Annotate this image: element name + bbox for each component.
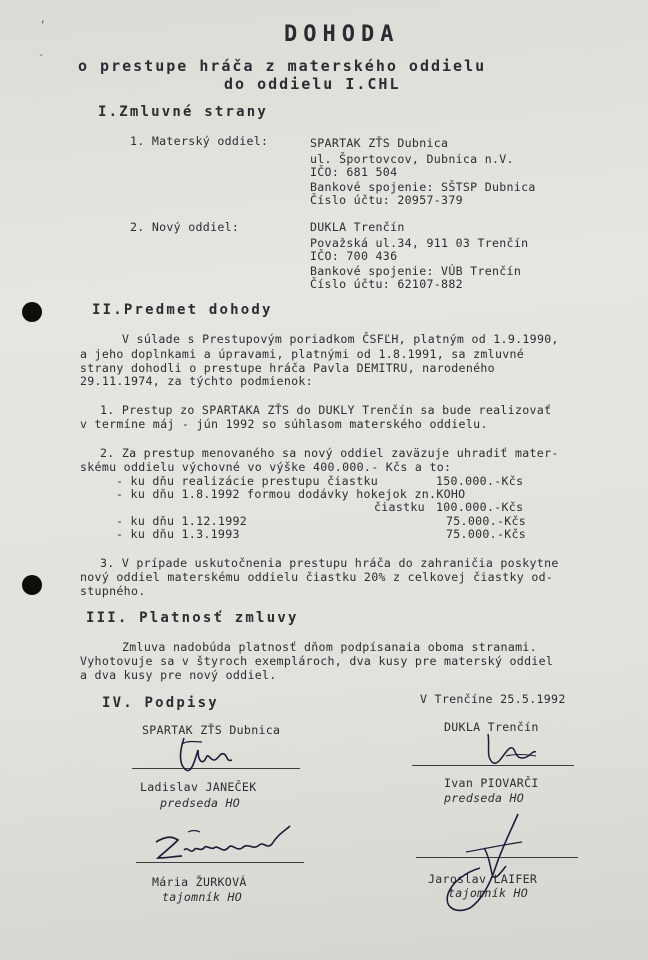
payment-amount: 75.000.-Kčs [446, 514, 527, 528]
signatory-role: predseda HO [160, 796, 241, 810]
right-club: DUKLA Trenčín [444, 720, 539, 734]
section2-heading: II.Predmet dohody [92, 302, 273, 318]
signatory-name: Ladislav JANEČEK [140, 780, 257, 794]
document-subtitle-line2: do oddielu I.CHL [224, 75, 401, 93]
party2-line: Bankové spojenie: VÚB Trenčín [310, 264, 522, 278]
party2-line: Považská ul.34, 911 03 Trenčín [310, 236, 529, 250]
payment-desc: - ku dňu 1.12.1992 [116, 514, 248, 528]
payment-amount: 100.000.-Kčs [436, 500, 524, 514]
validity-line: a dva kusy pre nový oddiel. [80, 668, 277, 682]
party1-label: 1. Materský oddiel: [130, 134, 269, 148]
party1-line: IČO: 681 504 [310, 165, 398, 179]
signatory-name: Jaroslav LAIFER [428, 872, 538, 886]
point2-line: 2. Za prestup menovaného sa nový oddiel zaväzuje uhradiť mater- [100, 446, 559, 460]
intro-line: a jeho doplnkami a úpravami, platnými od 1.8.1991, sa zmluvné [80, 347, 525, 361]
corner-mark: - [38, 50, 45, 61]
signatory-role: tajomník HO [162, 890, 243, 904]
payment-desc: - ku dňu realizácie prestupu čiastku [116, 474, 379, 488]
punch-hole-bottom [22, 575, 42, 595]
signatory-role: predseda HO [444, 791, 525, 805]
document-subtitle-line1: o prestupe hráča z materského oddielu [78, 57, 487, 75]
signatory-name: Mária ŽURKOVÁ [152, 875, 247, 889]
signature-laifer [426, 808, 536, 918]
payment-desc: - ku dňu 1.3.1993 [116, 527, 240, 541]
point2-line: skému oddielu výchovné vo výške 400.000.- Kčs a to: [80, 460, 452, 474]
section3-heading: III. Platnosť zmluvy [86, 610, 299, 626]
document-title: DOHODA [284, 22, 400, 47]
point3-line: nový oddiel materskému oddielu čiastku 20% z celkovej čiastky od- [80, 570, 554, 584]
payment-desc: - ku dňu 1.8.1992 formou dodávky hokejok zn.KOHO [116, 487, 466, 501]
signature-janecek [166, 730, 246, 790]
section1-heading: I.Zmluvné strany [98, 104, 269, 120]
signature-piovarci [480, 728, 570, 778]
intro-line: strany dohodli o prestupe hráča Pavla DEMITRU, narodeného [80, 361, 495, 375]
party1-line: Bankové spojenie: SŠTSP Dubnica [310, 180, 536, 194]
payment-amount: 150.000.-Kčs [436, 474, 524, 488]
corner-mark: , [40, 14, 47, 25]
party1-line: Číslo účtu: 20957-379 [310, 193, 463, 207]
party2-line: DUKLA Trenčín [310, 220, 405, 234]
point1-line: v termíne máj - jún 1992 so súhlasom materského oddielu. [80, 417, 488, 431]
section4-heading: IV. Podpisy [102, 695, 219, 711]
intro-line: 29.11.1974, za týchto podmienok: [80, 374, 313, 388]
place-date: V Trenčíne 25.5.1992 [420, 692, 566, 706]
point3-line: stupného. [80, 584, 146, 598]
party2-line: Číslo účtu: 62107-882 [310, 277, 463, 291]
point1-line: 1. Prestup zo SPARTAKA ZŤS do DUKLY Trenčín sa bude realizovať [100, 403, 552, 417]
party2-label: 2. Nový oddiel: [130, 220, 240, 234]
intro-line: V súlade s Prestupovým poriadkom ČSFĽH, platným od 1.9.1990, [122, 332, 559, 346]
payment-desc: čiastku [374, 500, 425, 514]
validity-line: Zmluva nadobúda platnosť dňom podpísanaia oboma stranami. [122, 640, 537, 654]
signatory-role: tajomník HO [448, 886, 529, 900]
left-club: SPARTAK ZŤS Dubnica [142, 723, 281, 737]
signature-zurkova [148, 820, 308, 870]
validity-line: Vyhotovuje sa v štyroch exemplároch, dva kusy pre materský oddiel [80, 654, 554, 668]
point3-line: 3. V prípade uskutočnenia prestupu hráča do zahraničia poskytne [100, 556, 559, 570]
party2-line: IČO: 700 436 [310, 249, 398, 263]
party1-line: SPARTAK ZŤS Dubnica [310, 136, 449, 150]
payment-amount: 75.000.-Kčs [446, 527, 527, 541]
punch-hole-top [22, 302, 42, 322]
party1-line: ul. Športovcov, Dubnica n.V. [310, 152, 514, 166]
signatory-name: Ivan PIOVARČI [444, 776, 539, 790]
